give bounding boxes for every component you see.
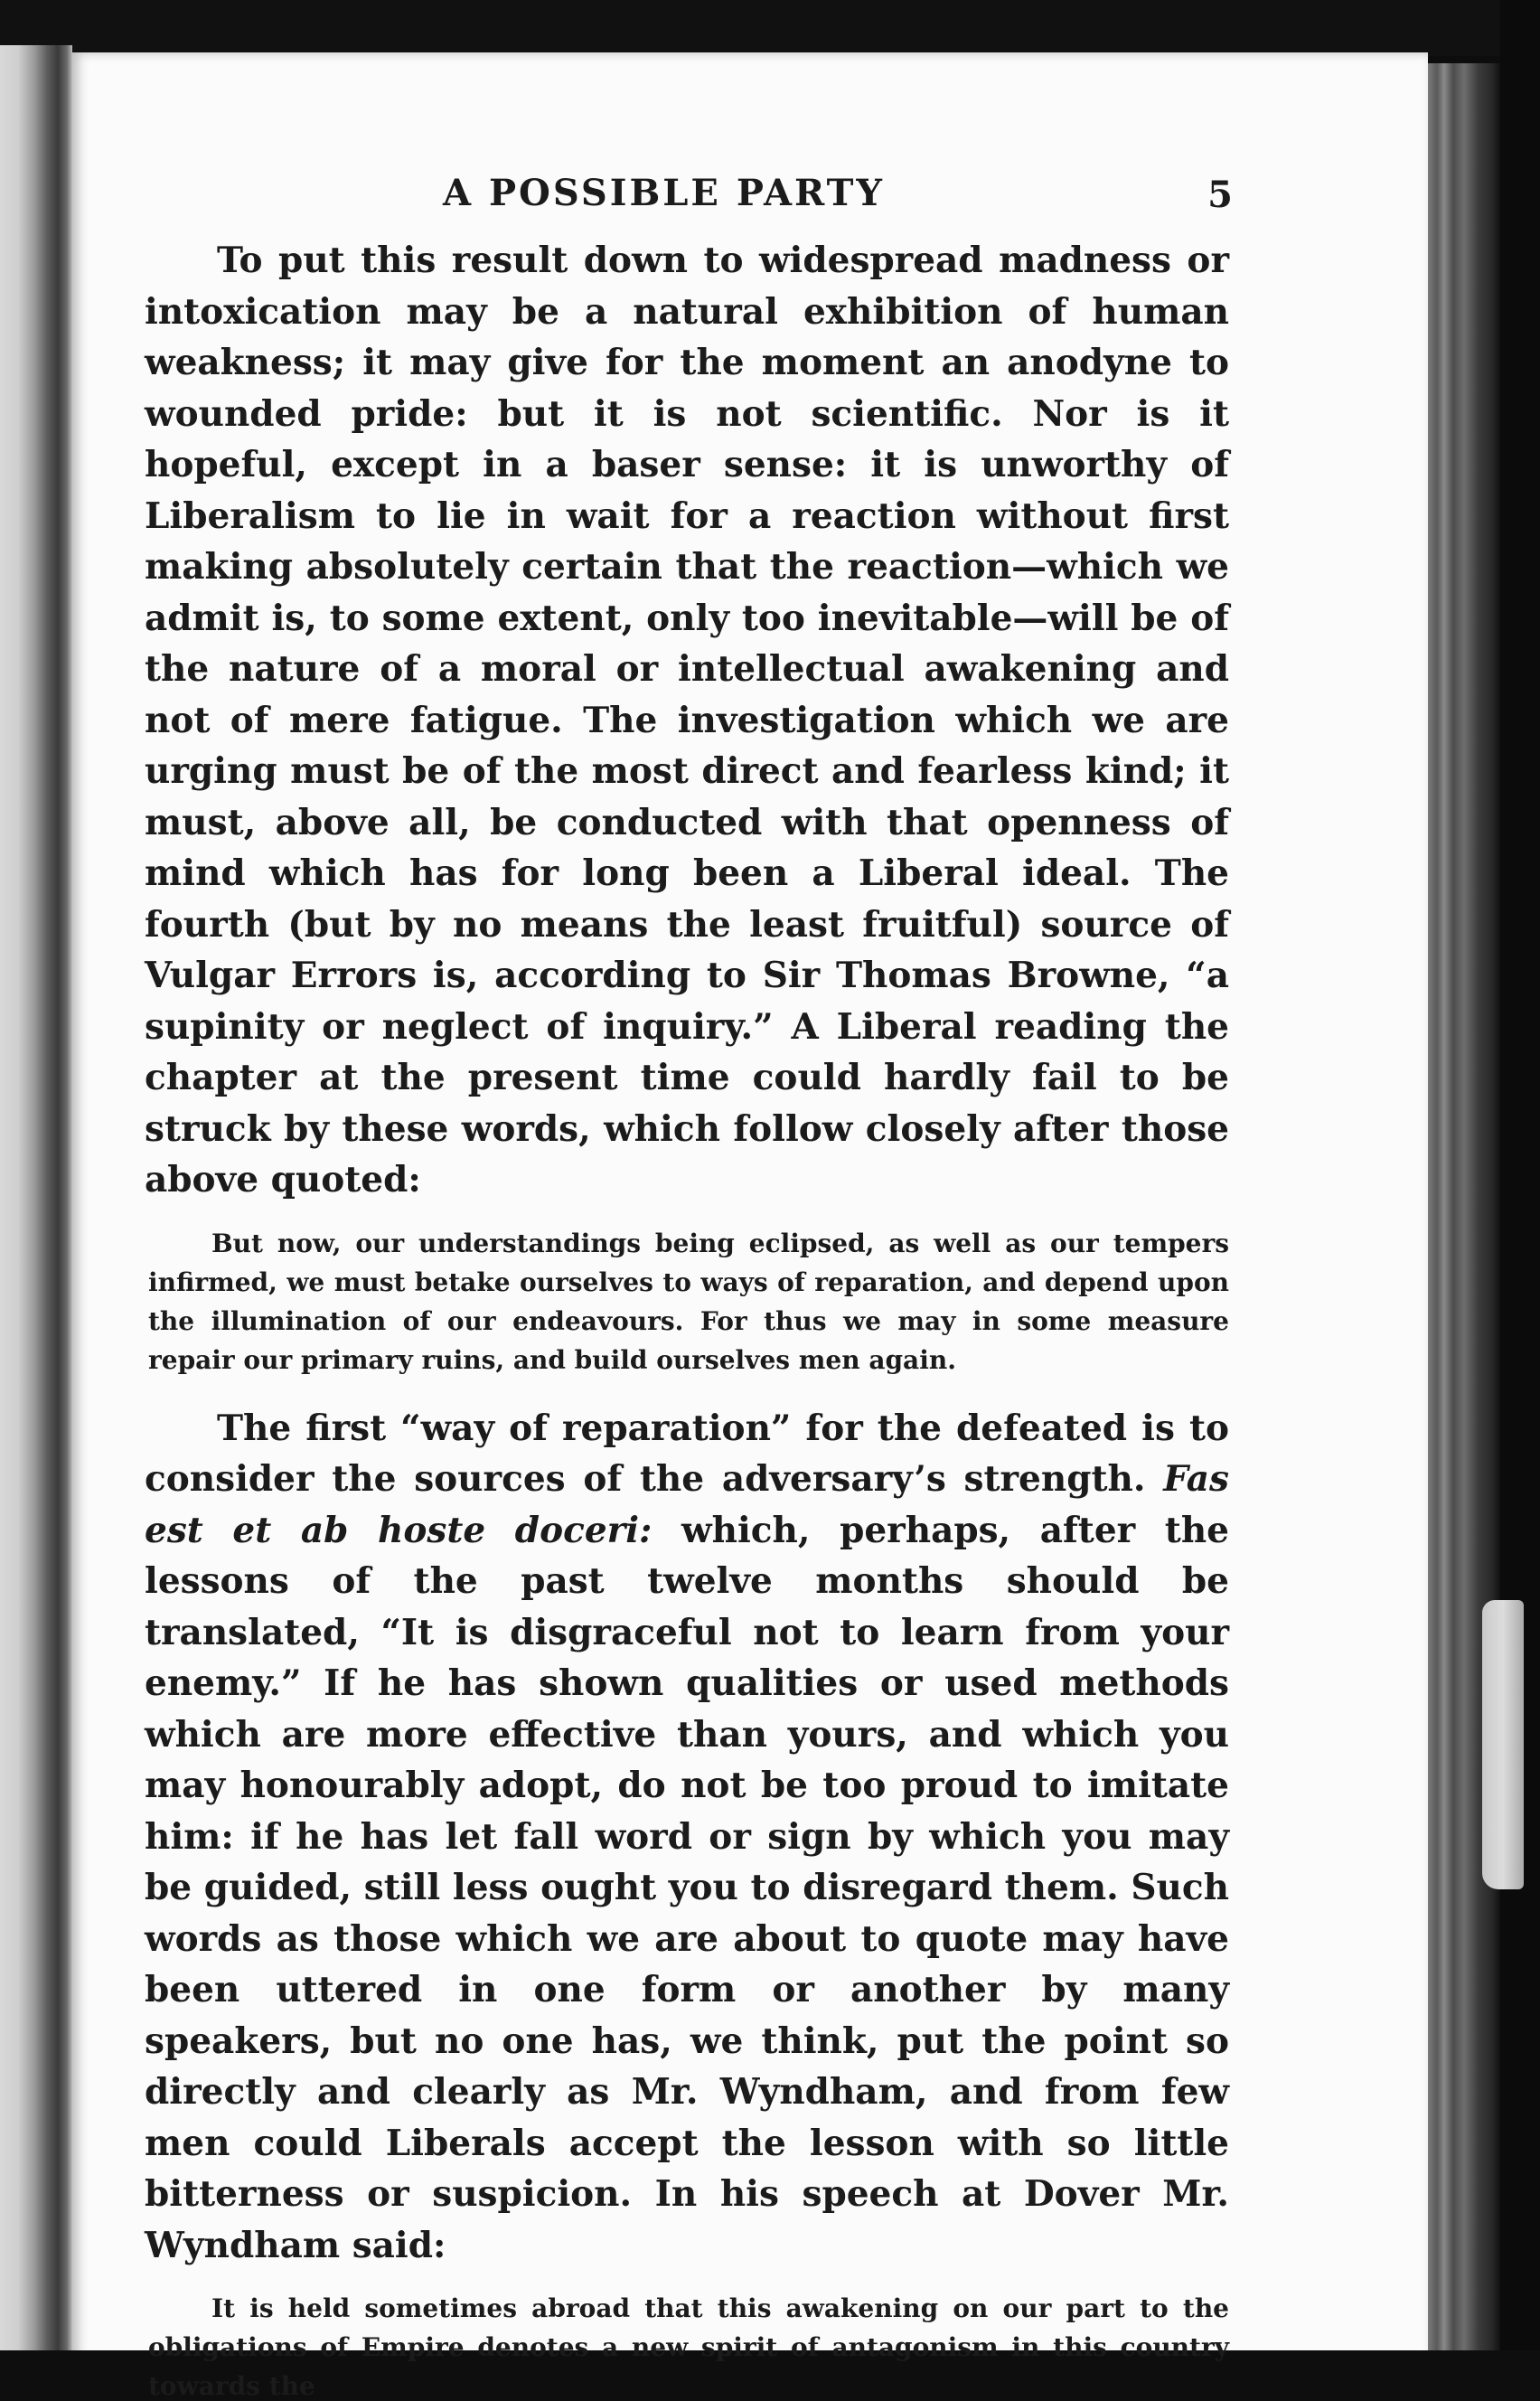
- running-title: A POSSIBLE PARTY: [443, 172, 885, 214]
- scan-top-border: [0, 0, 1540, 56]
- page-number: 5: [1207, 174, 1233, 216]
- page-text-block: [145, 172, 1233, 2401]
- paragraph-2-part-2: which, perhaps, after the lessons of the past twelve months should be translated, “It is disgraceful not to learn from your enemy.” If he has shown qualities or used methods which are more effective than yours, and which you may honourably adopt, do not be too proud to imitate him: if he has let fall word or sign by which you may be guided, still less ought you to disregard them. Such words as those which we are about to quote may have been uttered in one form or another by many speakers, but no one has, we think, put the point so directly and clearly as Mr. Wyndham, and from few men could Liberals accept the lesson with so little bitterness or suspicion. In his speech at Dover Mr. Wyndham said:: [145, 1509, 1229, 2266]
- book-page-edges: [1428, 63, 1500, 2368]
- scan-right-border: [1500, 0, 1540, 2401]
- running-head: [145, 172, 1233, 235]
- latin-quotation: Fas est et ab hoste doceri:: [145, 1458, 1229, 1551]
- torn-paper-tab: [1482, 1600, 1524, 1889]
- paragraph-1: To put this result down to widespread madness or intoxication may be a natural exhibition of human weakness; it may give for the moment an anodyne to wounded pride: but it is not scientific. Nor is it hopeful, except in a baser sense: it is unworthy of Liberalism to lie in wait for a reaction without first making absolutely certain that the reaction—which we admit is, to some extent, only too inevitable—will be of the nature of a moral or intellectual awakening and not of mere fatigue. The investigation which we are urging must be of the most direct and fearless kind; it must, above all, be conducted with that openness of mind which has for long been a Liberal ideal. The fourth (but by no means the least fruitful) source of Vulgar Errors is, according to Sir Thomas Browne, “a supinity or neglect of inquiry.” A Liberal reading the chapter at the present time could hardly fail to be struck by these words, which follow closely after those above quoted:: [145, 240, 1229, 1200]
- paragraph-2: [145, 1403, 1229, 2272]
- book-binding-edge: [0, 45, 72, 2359]
- block-quote-1: But now, our understandings being eclipsed, as well as our tempers infirmed, we must betake ourselves to ways of reparation, and depend upon the illumination of our endeavours. For thus we may in some measure repair our primary ruins, and build ourselves men again.: [148, 1228, 1229, 1375]
- paragraph-2-part-1: The first “way of reparation” for the defeated is to consider the sources of the adversary’s strength.: [145, 1407, 1229, 1500]
- block-quote-2: It is held sometimes abroad that this awakening on our part to the obligations of Empire denotes a new spirit of antagonism in this country towards the: [148, 2293, 1229, 2401]
